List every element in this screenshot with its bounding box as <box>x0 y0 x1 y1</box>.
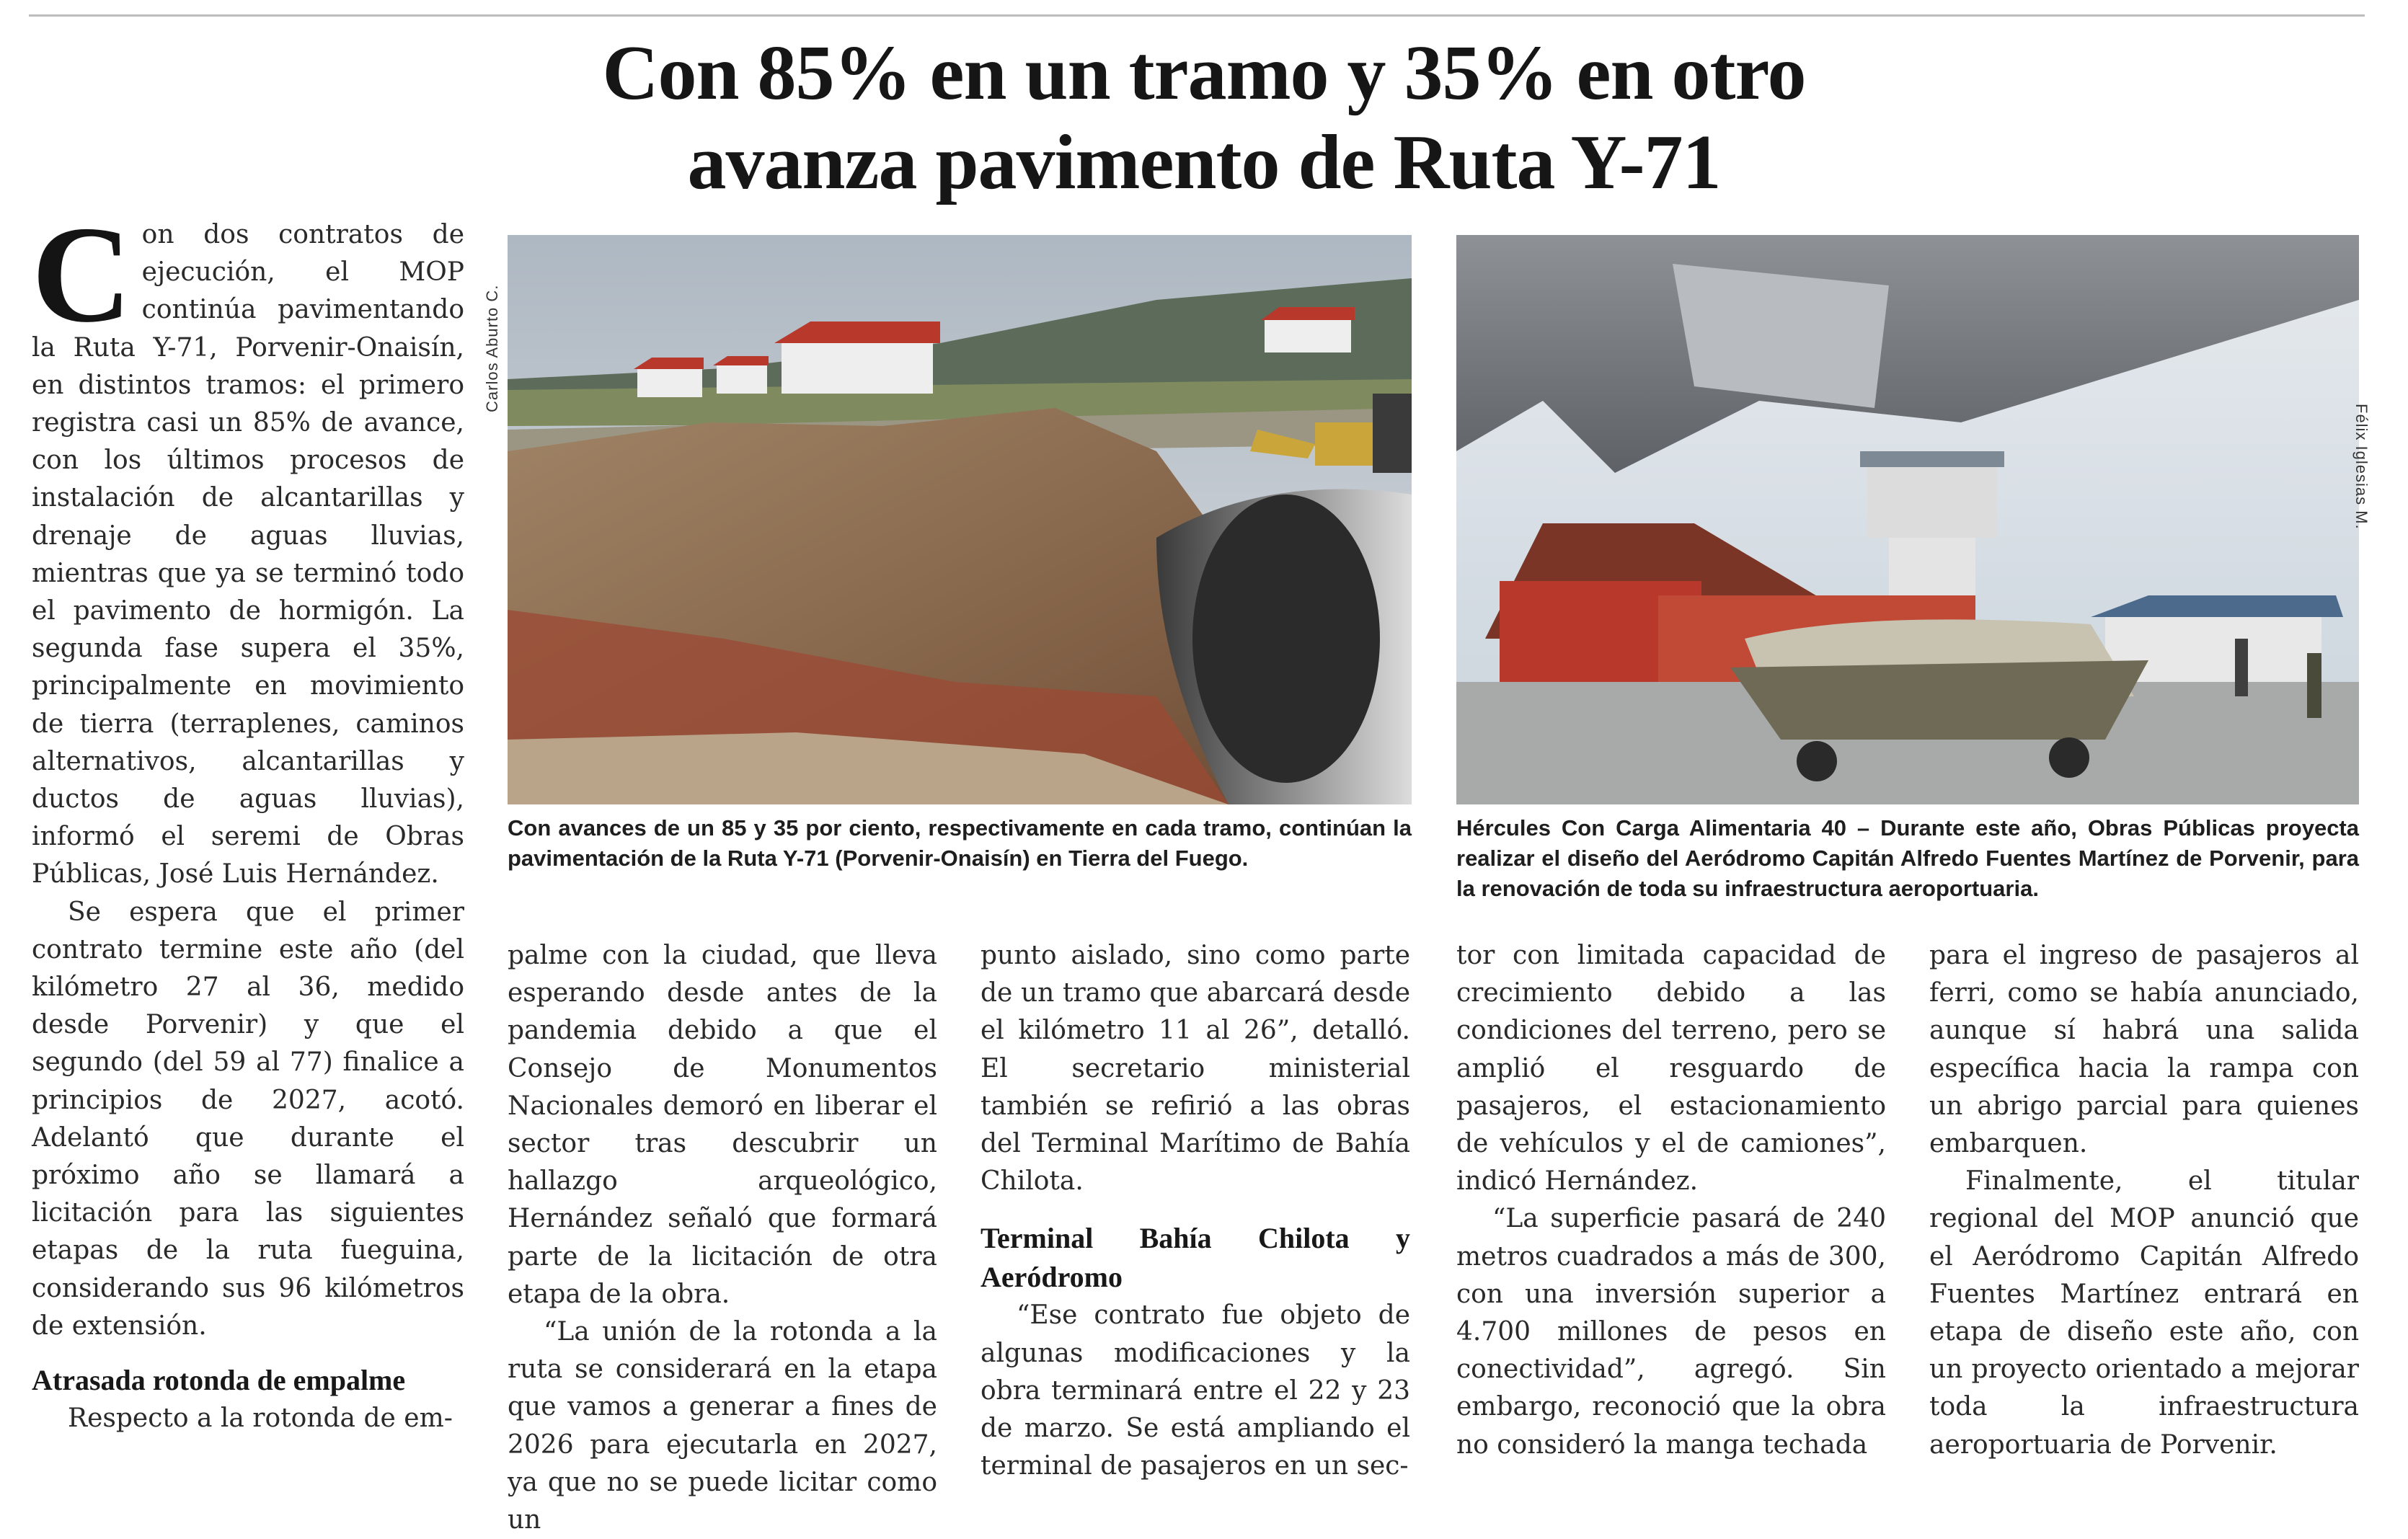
road-construction-photo <box>508 235 1412 804</box>
article-column-1 <box>32 198 464 1437</box>
caption-right: Hércules Con Carga Alimentaria 40 – Durante este año, Obras Públicas proyecta realizar el diseño del Aeródromo Capitán Alfredo Fuentes Martínez de Porvenir, para la renovación de toda su infraestructura aeroportuaria. <box>1456 815 2359 901</box>
subhead-terminal: Terminal Bahía Chilota y Aeródromo <box>981 1222 1410 1294</box>
paragraph: palme con la ciudad, que lleva esperando desde antes de la pandemia debido a que el Consejo de Monumentos Nacionales demoró en liberar el sector tras descubrir un hallazgo arqueológico, Hernández señaló que formará parte de la licitación de otra etapa de la obra. <box>508 941 937 1309</box>
paragraph: para el ingreso de pasajeros al ferri, como se había anunciado, aunque sí habrá una salida específica hacia la rampa con un abrigo parcial para quienes embarquen. <box>1929 941 2359 1159</box>
paragraph: tor con limitada capacidad de crecimiento debido a las condiciones del terreno, pero se amplió el resguardo de pasajeros, el estacionamiento de vehículos y el de camiones”, indicó Hernández. <box>1456 941 1886 1197</box>
headline-line-2: avanza pavimento de Ruta Y-71 <box>687 120 1721 205</box>
article-column-4 <box>1456 937 1886 1464</box>
aerodrome-photo <box>1456 235 2359 804</box>
caption-left: Con avances de un 85 y 35 por ciento, respectivamente en cada tramo, continúan la pavimentación de la Ruta Y-71 (Porvenir-Onaisín) en Tierra del Fuego. <box>508 815 1412 871</box>
paragraph: Se espera que el primer contrato termine este año (del kilómetro 27 al 36, medido desde Porvenir) y que el segundo (del 59 al 77) finalice a principios de 2027, acotó. Adelantó que durante el próximo año se llamará a licitación para las siguientes etapas de la ruta fueguina, considerando sus 96 kilómetros de extensión. <box>32 897 464 1341</box>
headline <box>0 29 2408 208</box>
paragraph: “Ese contrato fue objeto de algunas modificaciones y la obra terminará entre el 22 y 23 de marzo. Se está ampliando el terminal de pasajeros en un sec- <box>981 1300 1410 1481</box>
article-column-3 <box>981 937 1410 1485</box>
drop-cap: C <box>32 198 132 351</box>
lead-paragraph: Con dos contratos de ejecución, el MOP continúa pavimentando la Ruta Y-71, Porvenir-Onaisín, en distintos tramos: el primero registra casi un 85% de avance, con los últimos procesos de instalación de alcantarillas y drenaje de aguas lluvias, mientras que ya se terminó todo el pavimento de hormigón. La segunda fase supera el 35%, principalmente en movimiento de tierra (terraplenes, caminos alternativos, alcantarillas y ductos de aguas lluvias), informó el seremi de Obras Públicas, José Luis Hernández. <box>32 198 464 890</box>
photo-credit-left: Carlos Aburto C. <box>483 284 501 412</box>
paragraph: “La unión de la rotonda a la ruta se considerará en la etapa que vamos a generar a fines de 2026 para ejecutarla en 2027, ya que no se puede licitar como un <box>508 1317 937 1535</box>
photo-credit-right: Félix Iglesias M. <box>2352 404 2371 530</box>
article-column-2 <box>508 937 937 1539</box>
article-column-5 <box>1929 937 2359 1464</box>
top-rule <box>29 14 2365 17</box>
paragraph: Respecto a la rotonda de em- <box>68 1403 453 1434</box>
paragraph: punto aislado, sino como parte de un tramo que abarcará desde el kilómetro 11 al 26”, detalló. El secretario ministerial también se refirió a las obras del Terminal Marítimo de Bahía Chilota. <box>981 941 1410 1197</box>
paragraph: Finalmente, el titular regional del MOP anunció que el Aeródromo Capitán Alfredo Fuentes Martínez entrará en etapa de diseño este año, con un proyecto orientado a mejorar toda la infraestructura aeroportuaria de Porvenir. <box>1929 1166 2359 1460</box>
headline-line-1: Con 85% en un tramo y 35% en otro <box>602 30 1806 116</box>
subhead-rotonda: Atrasada rotonda de empalme <box>32 1364 406 1397</box>
paragraph: “La superficie pasará de 240 metros cuadrados a más de 300, con una inversión superior a 4.700 millones de pesos en conectividad”, agregó. Sin embargo, reconoció que la obra no consideró la manga techada <box>1456 1204 1886 1460</box>
